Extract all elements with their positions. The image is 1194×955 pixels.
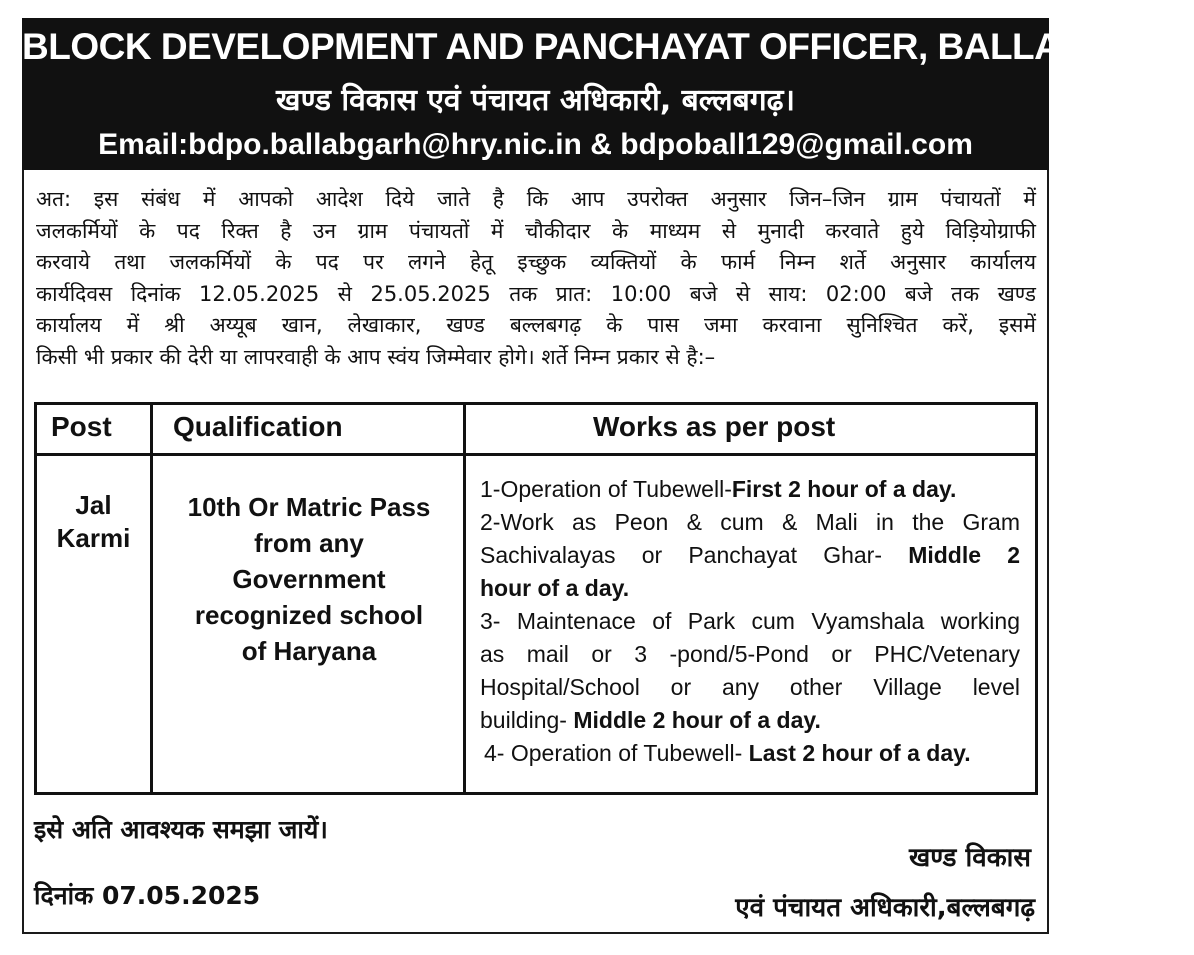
header-works: Works as per post	[593, 411, 836, 442]
qualification-line: 10th Or Matric Pass	[187, 492, 431, 522]
post-line: Karmi	[56, 523, 131, 553]
paragraph-line: कार्यालय में श्री अय्यूब खान, लेखाकार, खण्ड बल्लबगढ़ के पास जमा करवाना सुनिश्चित करें, इसमें	[36, 313, 1036, 337]
work-item-3-cont: Hospital/School or any other Village level	[480, 674, 1020, 700]
work-text: building-	[480, 707, 567, 733]
posts-table	[34, 402, 1038, 795]
post-line: Jal	[75, 490, 112, 520]
header-email: Email:bdpo.ballabgarh@hry.nic.in & bdpoball129@gmail.com	[98, 128, 973, 161]
work-text: 1-Operation of Tubewell-	[480, 476, 732, 502]
work-time: Middle 2 hour of a day.	[573, 707, 821, 733]
work-item-4	[480, 737, 1020, 770]
notice-header	[22, 18, 1194, 170]
work-text: 4- Operation of Tubewell-	[484, 740, 743, 766]
qualification-line: recognized school	[194, 600, 424, 630]
paragraph-line: कार्यदिवस दिनांक 12.05.2025 से 25.05.2025 तक प्रात: 10:00 बजे से साय: 02:00 बजे तक खण्ड	[36, 281, 1036, 306]
work-text: Sachivalayas or Panchayat Ghar-	[480, 542, 883, 568]
work-time: First 2 hour of a day.	[731, 476, 957, 502]
cell-works	[480, 473, 1020, 770]
qualification-line: from any	[254, 528, 364, 558]
paragraph-line: जलकर्मियों के पद रिक्त है उन ग्राम पंचायतों में चौकीदार के माध्यम से मुनादी करवाते हुये विड़ियोग्राफी	[36, 218, 1036, 243]
table-header-divider	[37, 453, 1035, 456]
paragraph-line: करवाये तथा जलकर्मियों के पद पर लगने हेतू इच्छुक व्यक्तियों के फार्म निम्न शर्ते अनुसार कार्यालय	[36, 250, 1036, 274]
issue-date: दिनांक 07.05.2025	[34, 881, 261, 910]
header-title: BLOCK DEVELOPMENT AND PANCHAYAT OFFICER, BALLABGARH	[22, 26, 1194, 67]
header-post: Post	[51, 411, 112, 442]
qualification-line: of Haryana	[241, 636, 377, 666]
work-item-3: 3- Maintenace of Park cum Vyamshala working	[480, 608, 1020, 634]
cell-qualification	[153, 489, 465, 669]
header-title-hindi: खण्ड विकास एवं पंचायत अधिकारी, बल्लबगढ़।	[276, 83, 795, 118]
work-item-3-cont	[480, 704, 1020, 737]
qualification-line: Government	[232, 564, 386, 594]
urgent-note: इसे अति आवश्यक समझा जायें।	[34, 815, 328, 844]
work-item-3-cont: as mail or 3 -pond/5-Pond or PHC/Vetenary	[480, 641, 1020, 667]
header-qualification: Qualification	[173, 411, 343, 442]
work-item-2: 2-Work as Peon & cum & Mali in the Gram	[480, 509, 1020, 535]
work-item-2-cont	[480, 572, 1020, 605]
work-time: hour of a day.	[480, 575, 630, 601]
paragraph-line: किसी भी प्रकार की देरी या लापरवाही के आप स्वंय जिम्मेवार होगे। शर्ते निम्न प्रकार से है:–	[36, 344, 716, 369]
cell-post	[37, 489, 150, 555]
work-time: Last 2 hour of a day.	[748, 740, 971, 766]
work-item-1	[480, 473, 1020, 506]
signature-line-1: खण्ड विकास	[908, 843, 1031, 873]
work-item-2-cont	[480, 539, 1020, 572]
paragraph-line: अत: इस संबंध में आपको आदेश दिये जाते है कि आप उपरोक्त अनुसार जिन–जिन ग्राम पंचायतों में	[36, 187, 1036, 211]
work-time: Middle 2	[908, 542, 1021, 568]
signature-line-2: एवं पंचायत अधिकारी,बल्लबगढ़	[735, 893, 1035, 923]
order-paragraph	[36, 184, 1036, 373]
